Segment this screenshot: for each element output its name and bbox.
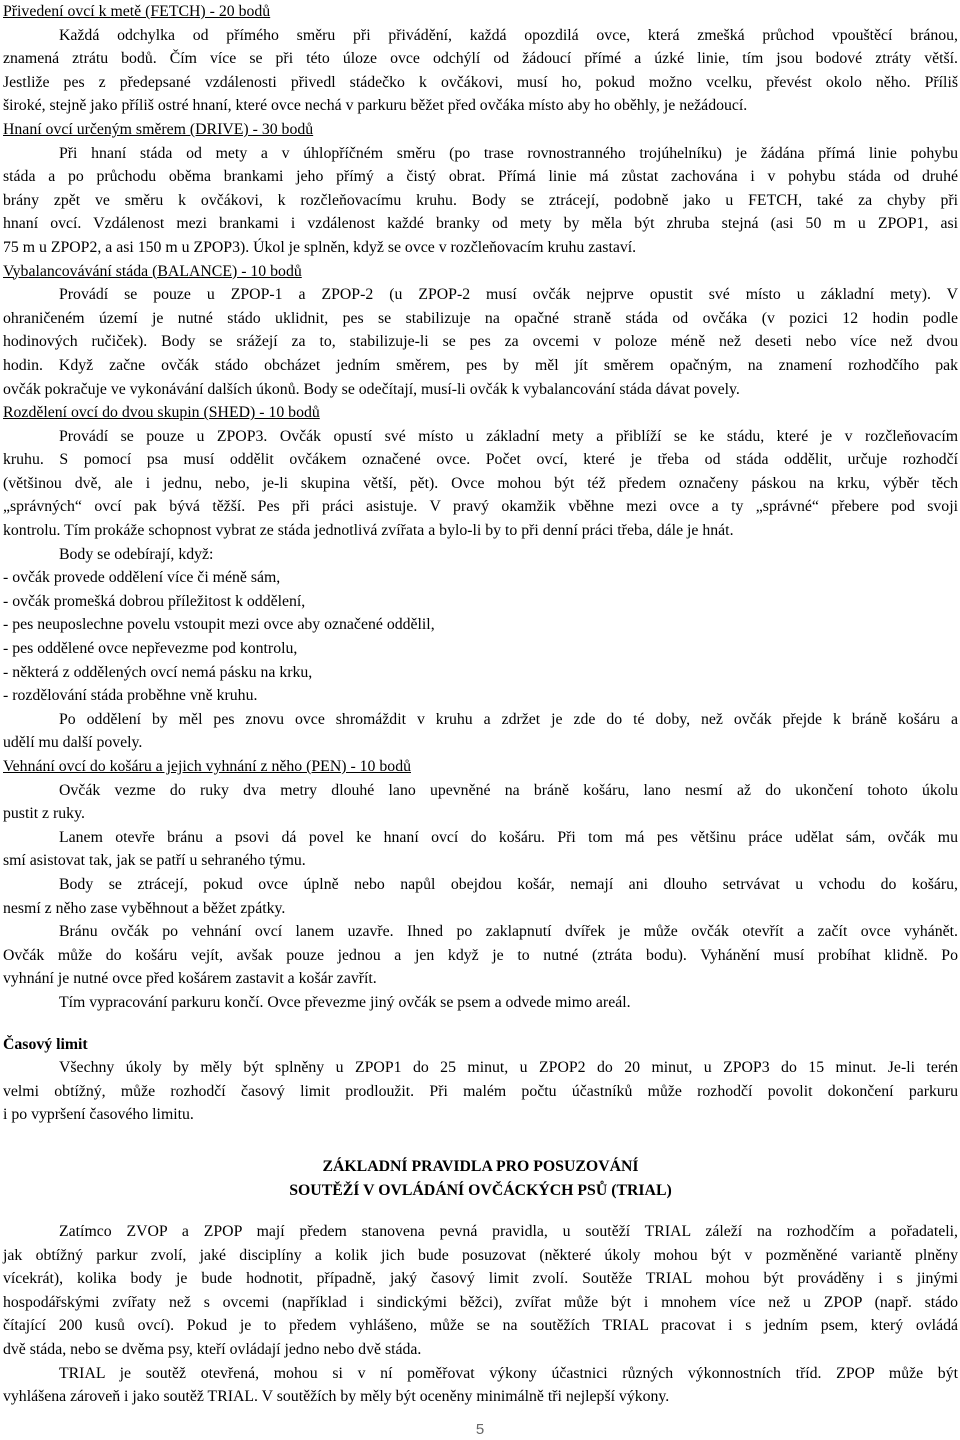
pen-p2-line-2: smí asistovat tak, jak se patří u sehraného týmu. — [3, 852, 306, 870]
rules-p2-line-1: TRIAL je soutěž otevřená, mohou si v ní poměřovat výkony účastnici různých výkonnostních tříd. ZPOP může být — [59, 1364, 958, 1382]
shed-line-5: kontrolu. Tím prokáže schopnost vybrat ze stáda jednotlivá zvířata a bylo-li by to při denní práci třeba, dále je hnát. — [3, 522, 734, 540]
shed-line-3: (většinou dvě, ale i jednu, nebo, je-li skupina větší, pět). Ovce mohou být též předem označeny páskou na krku, výběr těch — [3, 474, 958, 492]
balance-line-3: hodinových ručiček). Body se srážejí za to, stabilizuje-li se pes za ovcemi v poloze méně než deseti nebo více než dvou — [3, 333, 958, 351]
shed-deduct-intro: Body se odebírají, když: — [59, 545, 214, 563]
shed-after-line-1: Po oddělení by měl pes znovu ovce shromáždit v kruhu a zdržet je zde do té doby, než ovčák přejde k bráně košáru a — [59, 710, 958, 728]
drive-line-2: stáda a po průchodu oběma brankami jeho přímý a čistý obrat. Přímá linie má zůstat zachována i v pohybu stáda od druhé — [3, 168, 958, 186]
time-limit-line-1: Všechny úkoly by měly být splněny u ZPOP1 do 25 minut, u ZPOP2 do 20 minut, u ZPOP3 do 15 minut. Je-li terén — [59, 1059, 958, 1077]
rules-title-line-1: ZÁKLADNÍ PRAVIDLA PRO POSUZOVÁNÍ — [322, 1157, 639, 1175]
fetch-line-2: znamená ztrátu bodů. Čím více se při této úloze ovce odchýlí od žádoucí přímé a úzké linie, tím jsou bodové ztráty větší. — [3, 50, 958, 68]
drive-line-3: brány zpět ve směru k ovčákovi, k rozčleňovacímu kruhu. Body se ztrácejí, podobně jako u FETCH, také za chyby při — [3, 191, 958, 209]
pen-p4-line-1: Bránu ovčák po vehnání ovcí lanem uzavře. Ihned po zaklapnutí dvířek je může ovčák otevřít a začít ovce vyhánět. — [59, 923, 958, 941]
fetch-line-1: Každá odchylka od přímého směru při přivádění, každá opozdilá ovce, která zmešká průchod vpouštěcí bránou, — [59, 26, 958, 44]
balance-line-2: ohraničeném území je nutné stádo uklidnit, pes se stabilizuje na opačné straně stáda od ovčáka (v pozici 12 hodin podle — [3, 309, 958, 327]
rules-p2-line-2: vyhlášena zároveň i jako soutěž TRIAL. V soutěžích by měly být oceněny minimálně tři nejlepší výkony. — [3, 1388, 670, 1406]
pen-p2-line-1: Lanem otevře bránu a psovi dá povel ke hnaní ovcí do košáru. Při tom má pes většinu práce udělat sám, ovčák mu — [59, 828, 958, 846]
rules-p1-line-3: vícekrát), kolika body je bude hodnotit, případně, jaký časový limit zvolí. Soutěže TRIAL mohou být prováděny i s jinými — [3, 1270, 958, 1288]
spacer — [3, 1127, 958, 1155]
pen-p1-line-1: Ovčák vezme do ruky dva metry dlouhé lano upevněné na bráně košáru, lano nesmí až do ukončení tohoto úkolu — [59, 781, 958, 799]
shed-deduct-item: - ovčák provede oddělení více či méně sám, — [3, 569, 281, 587]
pen-p5: Tím vypracování parkuru končí. Ovce převezme jiný ovčák se psem a odvede mimo areál. — [59, 993, 631, 1011]
fetch-heading: Přivedení ovcí k metě (FETCH) - 20 bodů — [3, 3, 271, 20]
shed-heading: Rozdělení ovcí do dvou skupin (SHED) - 10 bodů — [3, 404, 320, 422]
time-limit-heading: Časový limit — [3, 1035, 88, 1053]
rules-p1-line-5: čítající 200 kusů ovcí). Pokud je to předem vyhlášeno, může se na soutěžích TRIAL pracovat i s jedním psem, který ovládá — [3, 1317, 958, 1335]
page-number: 5 — [475, 1421, 485, 1438]
shed-deduct-item: - pes oddělené ovce nepřevezme pod kontrolu, — [3, 640, 298, 658]
drive-heading: Hnaní ovcí určeným směrem (DRIVE) - 30 bodů — [3, 120, 314, 138]
document-page — [3, 0, 958, 1409]
spacer — [3, 1202, 958, 1220]
pen-p4-line-3: vyhnání je nutné ovce před košárem zastavit a košár zavřít. — [3, 970, 377, 988]
shed-line-4: „správných“ ovcí pak bývá těžší. Pes při práci asistuje. V pravý okamžik vběhne mezi ovce a ty „správné“ přebere pod svoji — [3, 498, 958, 516]
pen-p3-line-2: nesmí z něho zase vyběhnout a běžet zpátky. — [3, 899, 286, 917]
rules-title-line-2: SOUTĚŽÍ V OVLÁDÁNÍ OVČÁCKÝCH PSŮ (TRIAL) — [289, 1181, 672, 1199]
shed-deduct-item: - ovčák promešká dobrou příležitost k oddělení, — [3, 592, 306, 610]
shed-line-1: Provádí se pouze u ZPOP3. Ovčák opustí své místo u základní mety a přiblíží se ke stádu, které je v rozčleňovacím — [59, 427, 958, 445]
pen-p4-line-2: Ovčák může do košáru vejít, avšak pouze jednou a jen když je to nutné (ztráta bodu). Vyhánění musí probíhat klidně. Po — [3, 946, 958, 964]
spacer — [3, 1015, 958, 1033]
balance-heading: Vybalancovávání stáda (BALANCE) - 10 bodů — [3, 262, 302, 280]
fetch-line-3: Jestliže pes z předepsané vzdálenosti přivedl stádečko k ovčákovi, musí ho, pokud možno vcelku, převést okolo něho. Příliš — [3, 73, 958, 91]
balance-line-4: hodin. Když začne ovčák stádo obcházet jedním směrem, pes by měl jít směrem opačným, na znamení rozhodčího pak — [3, 356, 958, 374]
pen-p3-line-1: Body se ztrácejí, pokud ovce úplně nebo napůl obejdou košár, nemají ani dlouho setrvávat u vchodu do košáru, — [59, 875, 958, 893]
drive-line-4: hnaní ovcí. Vzdálenost mezi brankami i vzdálenost každé branky od mety by měla být zhruba stejná (asi 50 m u ZPOP1, asi — [3, 215, 958, 233]
drive-line-1: Při hnaní stáda od mety a v úhlopříčném směru (po trase rovnostranného trojúhelníku) je žádána přímá linie pohybu — [59, 144, 958, 162]
time-limit-line-3: i po vypršení časového limitu. — [3, 1106, 194, 1124]
time-limit-line-2: velmi obtížný, může rozhodčí časový limit prodloužit. Při malém počtu účastníků může rozhodčí povolit dokončení parkuru — [3, 1082, 958, 1100]
fetch-line-4: široké, stejně jako příliš ostré hnaní, které ovce nechá v parkuru běžet před ovčáka místo aby ho oběhly, je nežádoucí. — [3, 97, 748, 115]
shed-deduct-item: - pes neuposlechne povelu vstoupit mezi ovce aby označené oddělil, — [3, 616, 435, 634]
rules-p1-line-6: dvě stáda, nebo se dvěma psy, kteří ovládají jedno nebo dvě stáda. — [3, 1341, 422, 1359]
rules-p1-line-2: jak obtížný parkur zvolí, jaké disciplíny a kolik jich bude posuzovat (některé úkoly mohou být v pozměněné variantě plněny — [3, 1246, 958, 1264]
pen-p1-line-2: pustit z ruky. — [3, 805, 85, 823]
shed-deduct-item: - některá z oddělených ovcí nemá pásku na krku, — [3, 663, 313, 681]
pen-heading: Vehnání ovcí do košáru a jejich vyhnání z něho (PEN) - 10 bodů — [3, 758, 411, 775]
shed-after-line-2: udělí mu další povely. — [3, 734, 143, 752]
drive-line-5: 75 m u ZPOP2, a asi 150 m u ZPOP3). Úkol je splněn, když se ovce v rozčleňovacím kruhu zastaví. — [3, 238, 637, 256]
shed-line-2: kruhu. S pomocí psa musí oddělit ovčákem označené ovce. Počet ovcí, které je třeba od stáda oddělit, určuje rozhodčí — [3, 451, 958, 469]
shed-deduct-item: - rozdělování stáda proběhne vně kruhu. — [3, 687, 258, 705]
rules-p1-line-4: hospodářskými zvířaty než s ovcemi (například i sindickými běžci), zvířat může být i mnohem více než u ZPOP (např. stádo — [3, 1293, 958, 1311]
rules-p1-line-1: Zatímco ZVOP a ZPOP mají předem stanovena pevná pravidla, u soutěží TRIAL záleží na rozhodčím a pořadateli, — [59, 1223, 958, 1241]
balance-line-1: Provádí se pouze u ZPOP-1 a ZPOP-2 (u ZPOP-2 musí ovčák nejprve opustit své místo u základní mety). V — [59, 286, 958, 304]
balance-line-5: ovčák pokračuje ve vykonávání dalších úkonů. Body se odečítají, musí-li ovčák k vybalancování stáda dávat povely. — [3, 380, 740, 398]
